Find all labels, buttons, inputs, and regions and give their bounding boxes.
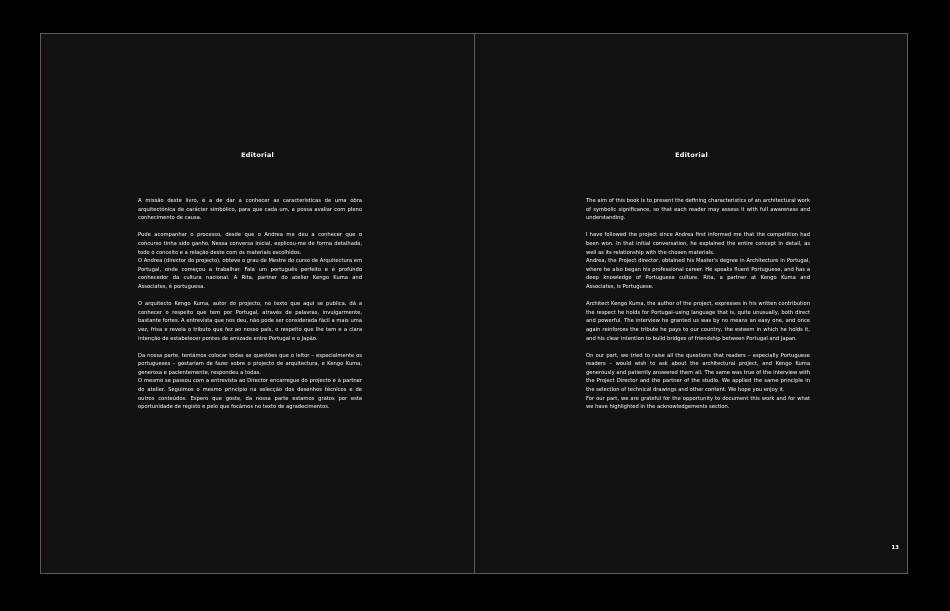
right-page (475, 34, 908, 573)
paragraph-text: On our part, we tried to raise all the questions that readers – especially Portuguese readers – would wish to ask about the architectural project, and Kengo Kuma generously and patiently answered them all. The same was true of the interview with the Project Director and the partner of the studio. We applied the same principle in the selection of technical drawings and other content. We hope you enjoy it. (586, 352, 810, 394)
paragraph-text: Pude acompanhar o processo, desde que o Andrea me deu a conhecer que o concurso tinha sido ganho. Nessa conversa inicial, explicou-me de forma detalhada, todo o conceito e a relação deste com os materiais escolhidos. (138, 232, 362, 256)
page-title: Editorial (241, 151, 274, 159)
left-page (41, 34, 474, 573)
paragraph (138, 197, 362, 223)
paragraph (138, 300, 362, 343)
paragraph-text: Da nossa parte, tentámos colocar todas as questões que o leitor – especialmente os portugueses – gostariam de fazer sobre o projecto de arquitectura, e Kengo Kuma, generosa e pacientemente, respondeu a todas. (138, 352, 362, 376)
paragraph-text: O arquitecto Kengo Kuma, autor do projecto, no texto que aqui se publica, dá a conhecer o respeito que tem por Portugal, através de palavras, invulgarmente, bastante fortes. A entrevista que nos deu, não pode ser considerada fácil a mais uma vez, frisa e revela o tributo que fez ao nosso país, o respeito que lhe tem e a clara intenção de estabelecer pontes de amizade entre Portugal e o Japão. (138, 301, 362, 342)
page-body (586, 197, 810, 420)
paragraph-text: O Andrea (director do projecto), obteve o grau de Mestre do curso de Arquitectura em Portugal, onde começou a trabalhar. Fala um português perfeito e é profundo conhecedor da cultura nacional. A Rita, partner do atelier Kengo Kuma and Associates, é portuguesa. (138, 258, 362, 290)
paragraph-text: Architect Kengo Kuma, the author of the project, expresses in his written contribution the respect he holds for Portugal–using language that is, quite unusually, both direct and powerful. The interview he granted us was by no means an easy one, and once again reinforces the tribute he pays to our country, the esteem in which he holds it, and his clear intention to build bridges of friendship between Portugal and Japan. (586, 301, 810, 342)
paragraph (138, 231, 362, 291)
paragraph-text: The aim of this book is to present the defining characteristics of an architectural work of symbolic significance, so that each reader may assess it with full awareness and understanding. (586, 198, 810, 222)
page-title: Editorial (675, 151, 708, 159)
paragraph (586, 300, 810, 343)
paragraph (586, 231, 810, 291)
page-number: 13 (891, 545, 899, 551)
paragraph-text: A missão deste livro, é a de dar a conhecer as características de uma obra arquitectónica de carácter simbólico, para que cada um, a possa avaliar com pleno conhecimento de causa. (138, 198, 362, 222)
paragraph (138, 352, 362, 412)
paragraph-text: I have followed the project since Andrea first informed me that the competition had been won. In that initial conversation, he explained the entire concept in detail, as well as its relationship with the chosen materials. (586, 232, 810, 256)
paragraph-text: Andrea, the Project director, obtained his Master's degree in Architecture in Portugal, where he also began his professional career. He speaks fluent Portuguese, and has a deep knowledge of Portuguese culture. Rita, a partner at Kengo Kuma and Associates, is Portuguese. (586, 258, 810, 290)
paragraph (586, 197, 810, 223)
book-spread (40, 33, 908, 574)
paragraph-text: For our part, we are grateful for the opportunity to document this work and for what we have highlighted in the acknowledgements section. (586, 395, 810, 411)
page-body (138, 197, 362, 420)
paragraph-text: O mesmo se passou com a entrevista ao Director encarregue do projecto e à partner do atelier. Seguimos o mesmo princípio na selecção dos desenhos técnicos e de outros conteúdos. Espero que goste, da nossa parte estamos gratos por esta oportunidade de registo e pelo que focámos no texto de agradecimentos. (138, 378, 362, 411)
paragraph (586, 352, 810, 412)
